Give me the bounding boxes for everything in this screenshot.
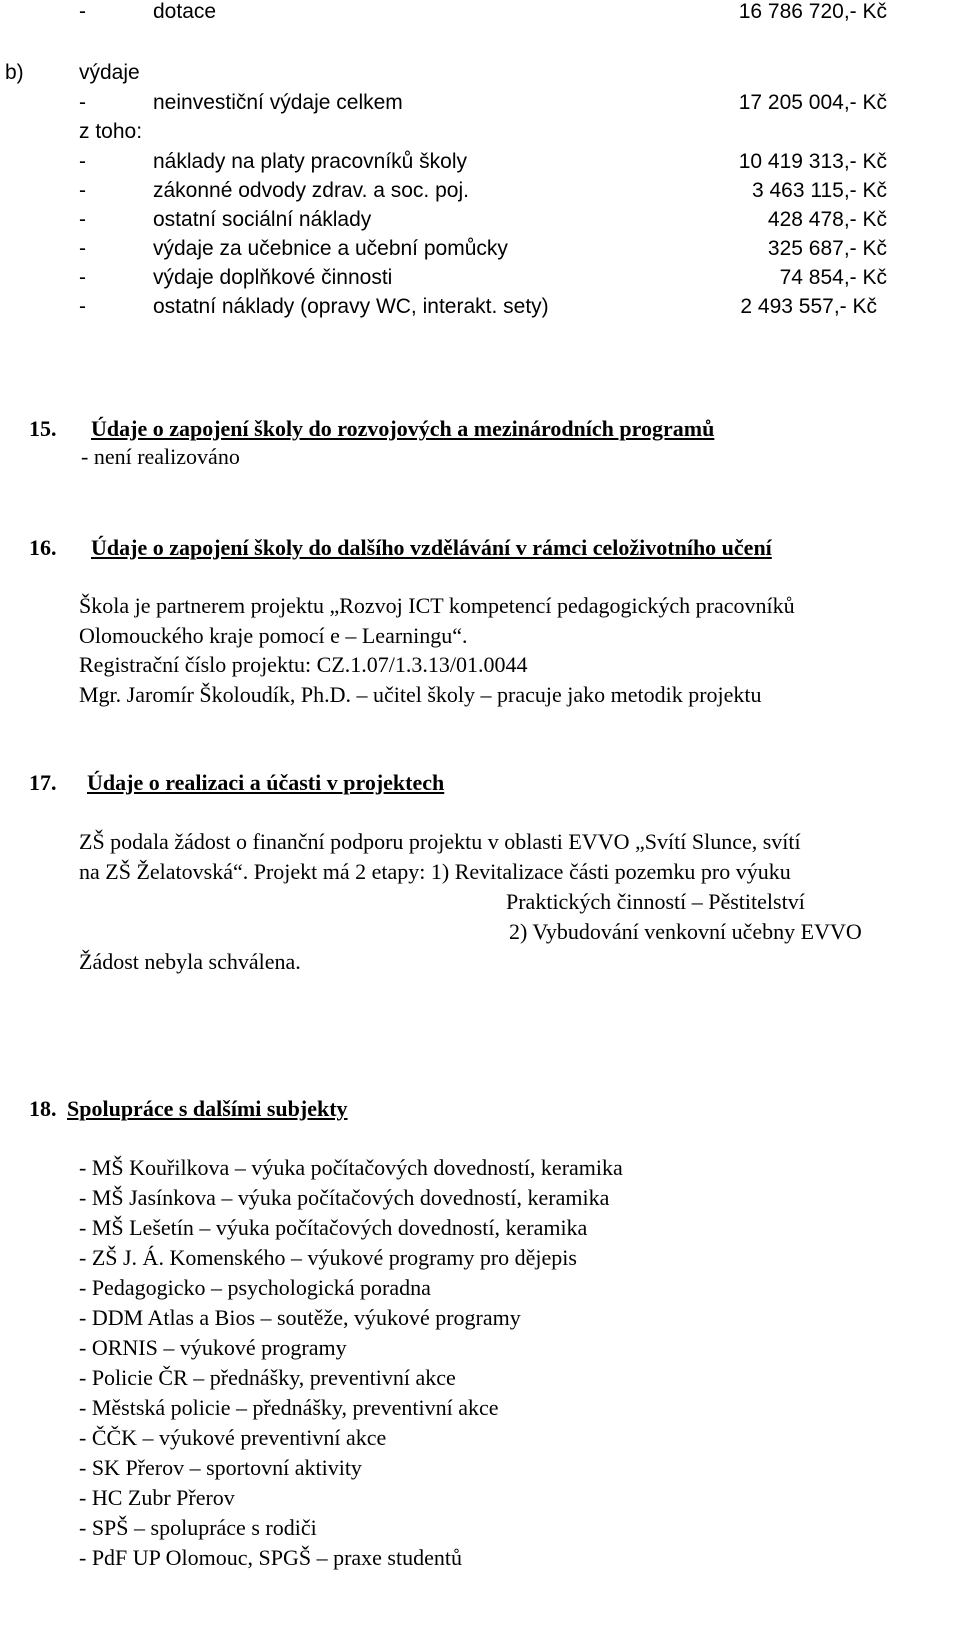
expense-dash: - <box>79 295 86 318</box>
partner-list-item: - MŠ Jasínkova – výuka počítačových dovedností, keramika <box>79 1185 610 1210</box>
partner-list-item: - MŠ Lešetín – výuka počítačových dovedností, keramika <box>79 1215 588 1240</box>
neinv-amount: 17 205 004,- Kč <box>738 91 887 114</box>
section-16-line: Škola je partnerem projektu „Rozvoj ICT kompetencí pedagogických pracovníků <box>79 593 795 618</box>
z-toho-label: z toho: <box>79 120 143 143</box>
expense-dash: - <box>79 266 86 289</box>
section-16-number: 16. <box>29 535 57 560</box>
dotace-amount: 16 786 720,- Kč <box>738 0 887 23</box>
section-17-line: Žádost nebyla schválena. <box>79 949 301 974</box>
section-16-line: Olomouckého kraje pomocí e – Learningu“. <box>79 623 468 648</box>
expense-dash: - <box>79 150 86 173</box>
partner-list-item: - SPŠ – spolupráce s rodiči <box>79 1515 317 1540</box>
partner-list-item: - DDM Atlas a Bios – soutěže, výukové programy <box>79 1305 521 1330</box>
partner-list-item: - ORNIS – výukové programy <box>79 1335 347 1360</box>
partner-list-item: - ZŠ J. Á. Komenského – výukové programy pro dějepis <box>79 1245 577 1270</box>
partner-list-item: - PdF UP Olomouc, SPGŠ – praxe studentů <box>79 1545 462 1570</box>
expense-label: výdaje doplňkové činnosti <box>153 266 393 289</box>
section-18-number: 18. <box>29 1096 57 1121</box>
section-b-title: výdaje <box>79 61 140 84</box>
expense-amount: 74 854,- Kč <box>779 266 887 289</box>
expense-amount: 428 478,- Kč <box>767 208 887 231</box>
partner-list-item: - Pedagogicko – psychologická poradna <box>79 1275 431 1300</box>
section-16-title: Údaje o zapojení školy do dalšího vzdělávání v rámci celoživotního učení <box>91 535 772 560</box>
neinv-dash: - <box>79 91 86 114</box>
partner-list-item: - Policie ČR – přednášky, preventivní akce <box>79 1365 456 1390</box>
expense-dash: - <box>79 237 86 260</box>
expense-label: zákonné odvody zdrav. a soc. poj. <box>153 179 469 202</box>
section-17-line: 2) Vybudování venkovní učebny EVVO <box>509 919 862 944</box>
section-17-line: na ZŠ Želatovská“. Projekt má 2 etapy: 1) Revitalizace části pozemku pro výuku <box>79 859 791 884</box>
partner-list-item: - ČČK – výukové preventivní akce <box>79 1425 387 1450</box>
section-18-title: Spolupráce s dalšími subjekty <box>67 1096 348 1121</box>
expense-amount: 2 493 557,- Kč <box>740 295 877 318</box>
neinv-label: neinvestiční výdaje celkem <box>153 91 403 114</box>
expense-label: výdaje za učebnice a učební pomůcky <box>153 237 508 260</box>
section-b-marker: b) <box>5 61 24 84</box>
expense-amount: 10 419 313,- Kč <box>738 150 887 173</box>
expense-label: ostatní sociální náklady <box>153 208 372 231</box>
partner-list-item: - Městská policie – přednášky, preventivní akce <box>79 1395 499 1420</box>
section-15-note: - není realizováno <box>81 444 240 469</box>
section-15-title: Údaje o zapojení školy do rozvojových a mezinárodních programů <box>91 416 715 441</box>
section-16-line: Registrační číslo projektu: CZ.1.07/1.3.13/01.0044 <box>79 652 528 677</box>
expense-label: ostatní náklady (opravy WC, interakt. sety) <box>153 295 549 318</box>
section-16-line: Mgr. Jaromír Školoudík, Ph.D. – učitel školy – pracuje jako metodik projektu <box>79 682 762 707</box>
section-17-line: Praktických činností – Pěstitelství <box>506 889 805 914</box>
partner-list-item: - SK Přerov – sportovní aktivity <box>79 1455 362 1480</box>
expense-dash: - <box>79 208 86 231</box>
expense-label: náklady na platy pracovníků školy <box>153 150 468 173</box>
partner-list-item: - MŠ Kouřilkova – výuka počítačových dovedností, keramika <box>79 1155 623 1180</box>
section-17-number: 17. <box>29 770 57 795</box>
expense-amount: 3 463 115,- Kč <box>751 179 887 202</box>
expense-dash: - <box>79 179 86 202</box>
dotace-dash: - <box>79 0 86 23</box>
dotace-label: dotace <box>153 0 217 23</box>
section-15-number: 15. <box>29 416 57 441</box>
section-17-line: ZŠ podala žádost o finanční podporu projektu v oblasti EVVO „Svítí Slunce, svítí <box>79 829 801 854</box>
expense-amount: 325 687,- Kč <box>767 237 887 260</box>
section-17-title: Údaje o realizaci a účasti v projektech <box>87 770 445 795</box>
partner-list-item: - HC Zubr Přerov <box>79 1485 235 1510</box>
